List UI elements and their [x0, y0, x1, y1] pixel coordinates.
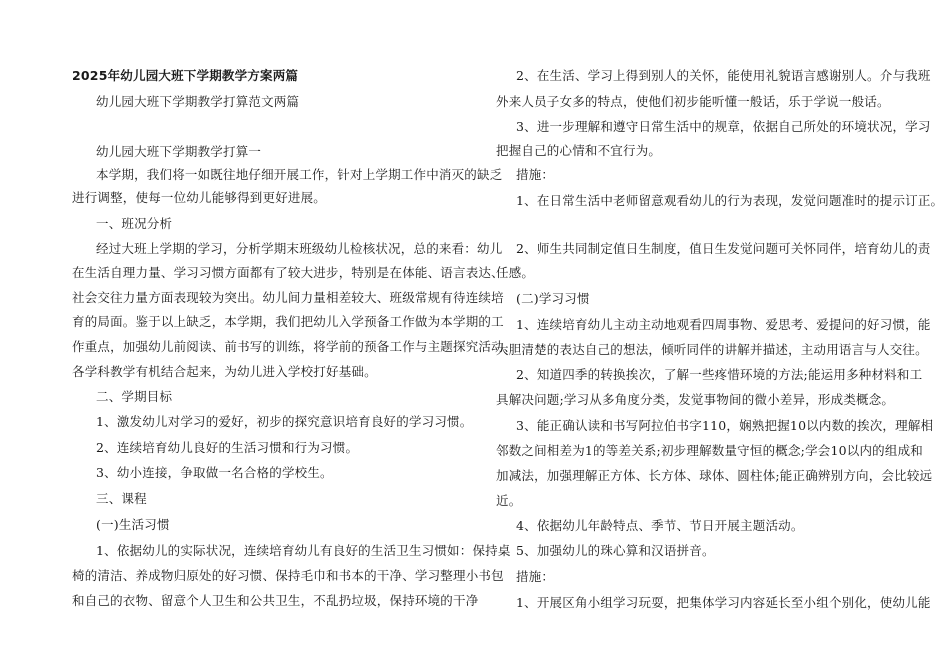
paragraph-line: 本学期，我们将一如既往地仔细开展工作，针对上学期工作中消灭的缺乏: [96, 167, 503, 182]
paragraph-line: 各学科教学有机结合起来，为幼儿进入学校打好基础。: [72, 364, 377, 379]
document-title: 2025年幼儿园大班下学期教学方案两篇: [72, 68, 299, 83]
measures-heading: 措施：: [516, 569, 555, 584]
subsection-heading: (二)学习习惯: [516, 291, 590, 306]
paragraph-line: 大胆清楚的表达自己的想法，倾听同伴的讲解并描述，主动用语言与人交往。: [496, 342, 928, 357]
paragraph-line: 2、在生活、学习上得到别人的关怀，能使用礼貌语言感谢别人。介与我班: [516, 68, 931, 83]
paragraph-line: 椅的清洁、养成物归原处的好习惯、保持毛巾和书本的干净、学习整理小书包: [72, 568, 504, 583]
subsection-heading: (一)生活习惯: [96, 517, 170, 532]
paragraph-line: 育的局面。鉴于以上缺乏，本学期，我们把幼儿入学预备工作做为本学期的工: [72, 314, 504, 329]
paragraph-line: 具解决问题;学习从多角度分类，发觉事物间的微小差异，形成类概念。: [496, 392, 895, 407]
section-heading: 二、学期目标: [96, 389, 173, 404]
paragraph-line: 任感。: [496, 265, 535, 280]
paragraph-line: 1、依据幼儿的实际状况，连续培育幼儿有良好的生活卫生习惯如：保持桌: [96, 543, 511, 558]
list-item: 1、在日常生活中老师留意观看幼儿的行为表现，发觉问题准时的提示订正。: [516, 193, 944, 208]
paragraph-line: 作重点，加强幼儿前阅读、前书写的训练，将学前的预备工作与主题探究活动、: [72, 339, 517, 354]
list-item: 1、激发幼儿对学习的爱好，初步的探究意识培育良好的学习习惯。: [96, 414, 473, 429]
paragraph-line: 3、能正确认读和书写阿拉伯书字110，娴熟把握10以内数的挨次，理解相: [516, 418, 934, 433]
list-item: 2、连续培育幼儿良好的生活习惯和行为习惯。: [96, 440, 359, 455]
paragraph-line: 和自己的衣物、留意个人卫生和公共卫生，不乱扔垃圾，保持环境的干净: [72, 593, 479, 608]
list-item: 5、加强幼儿的珠心算和汉语拼音。: [516, 543, 715, 558]
paragraph-line: 外来人员子女多的特点，使他们初步能听懂一般话，乐于学说一般话。: [496, 94, 890, 109]
measures-heading: 措施：: [516, 167, 555, 182]
section-heading: 一、班况分析: [96, 216, 173, 231]
paragraph-line: 近。: [496, 493, 522, 508]
paragraph-line: 在生活自理力量、学习习惯方面都有了较大进步，特别是在体能、语言表达、: [72, 265, 504, 280]
paragraph-line: 经过大班上学期的学习，分析学期末班级幼儿检核状况，总的来看：幼儿: [96, 241, 503, 256]
paragraph-line: 社会交往力量方面表现较为突出。幼儿间力量相差较大、班级常规有待连续培: [72, 290, 504, 305]
paragraph-line: 加减法，加强理解正方体、长方体、球体、圆柱体;能正确辨别方向，会比较远: [496, 468, 933, 483]
paragraph-line: 3、进一步理解和遵守日常生活中的规章，依据自己所处的环境状况，学习: [516, 119, 931, 134]
paragraph-line: 1、连续培育幼儿主动主动地观看四周事物、爱思考、爱提问的好习惯，能: [516, 317, 931, 332]
document-subtitle: 幼儿园大班下学期教学打算范文两篇: [96, 94, 300, 109]
paragraph-line: 1、开展区角小组学习玩耍，把集体学习内容延长至小组个别化，使幼儿能: [516, 595, 931, 610]
section-heading: 三、课程: [96, 491, 147, 506]
paragraph-line: 2、师生共同制定值日生制度，值日生发觉问题可关怀同伴，培育幼儿的责: [516, 241, 931, 256]
paragraph-line: 邻数之间相差为1的等差关系;初步理解数量守恒的概念;学会10以内的组成和: [496, 443, 923, 458]
paragraph-line: 进行调整，使每一位幼儿能够得到更好进展。: [72, 190, 327, 205]
paragraph-line: 2、知道四季的转换挨次，了解一些疼惜环境的方法;能运用多种材料和工: [516, 367, 923, 382]
list-item: 4、依据幼儿年龄特点、季节、节日开展主题活动。: [516, 518, 804, 533]
section-heading: 幼儿园大班下学期教学打算一: [96, 144, 262, 159]
paragraph-line: 把握自己的心情和不宜行为。: [496, 143, 662, 158]
list-item: 3、幼小连接，争取做一名合格的学校生。: [96, 465, 333, 480]
